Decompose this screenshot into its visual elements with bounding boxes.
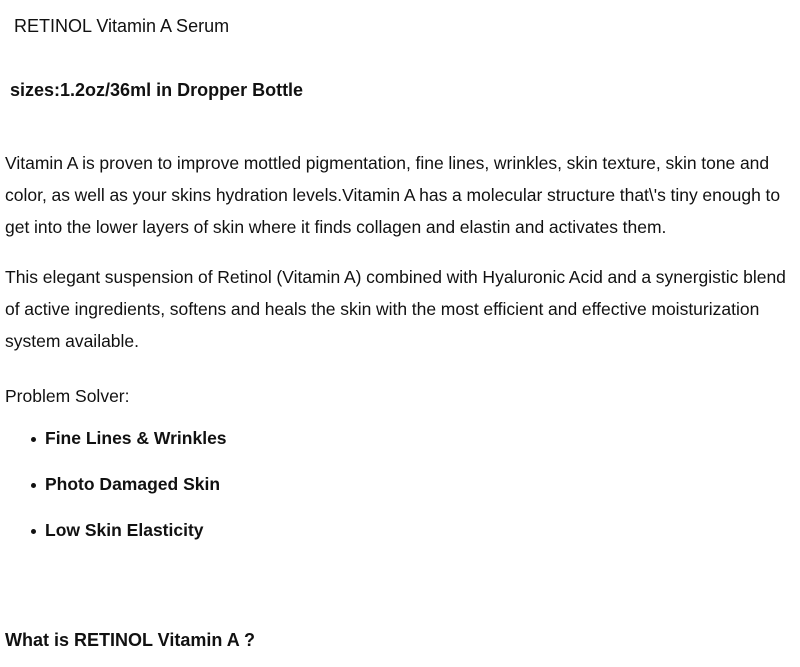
bullet-icon <box>31 437 36 442</box>
description-paragraph-2: This elegant suspension of Retinol (Vitamin A) combined with Hyaluronic Acid and a synergistic blend of active ingredients, softens and heals the skin with the most efficient and effective moisturization system available. <box>5 267 786 351</box>
product-title: RETINOL Vitamin A Serum <box>14 16 230 36</box>
description-paragraph-1: Vitamin A is proven to improve mottled pigmentation, fine lines, wrinkles, skin texture, skin tone and color, as well as your skins hydration levels.Vitamin A has a molecular structure that\'s tiny enough to get into the lower layers of skin where it finds collagen and elastin and activates them. <box>5 153 781 237</box>
section-heading: What is RETINOL Vitamin A ? <box>5 630 256 650</box>
bullet-icon <box>31 529 36 534</box>
product-sizes: sizes:1.2oz/36ml in Dropper Bottle <box>10 80 304 100</box>
list-item-label: Low Skin Elasticity <box>45 520 204 540</box>
problem-solver-heading: Problem Solver: <box>5 386 130 406</box>
list-item-label: Photo Damaged Skin <box>45 474 221 494</box>
list-item-label: Fine Lines & Wrinkles <box>45 428 227 448</box>
bullet-icon <box>31 483 36 488</box>
